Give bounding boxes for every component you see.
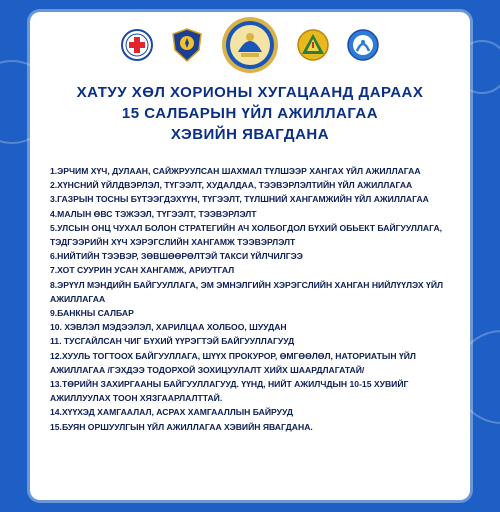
headline-line-1: ХАТУУ ХӨЛ ХОРИОНЫ ХУГАЦААНД ДАРААХ: [76, 84, 424, 101]
list-item: 4.МАЛЫН ӨВС ТЭЖЭЭЛ, ТҮГЭЭЛТ, ТЭЭВЭРЛЭЛТ: [50, 208, 257, 219]
list-item: 10. ХЭВЛЭЛ МЭДЭЭЛЭЛ, ХАРИЛЦАА ХОЛБОО, ШУУДАН: [50, 322, 287, 333]
list-item: 2.ХҮНСНИЙ ҮЙЛДВЭРЛЭЛ, ТҮГЭЭЛТ, ХУДАЛДАА, ТЭЭВЭРЛЭЛТИЙН ҮЙЛ АЖИЛЛАГАА: [50, 180, 413, 191]
list-item: 11. ТУСГАЙЛСАН ЧИГ БҮХИЙ ҮҮРЭГТЭЙ БАЙГУУЛЛАГУУД: [50, 336, 295, 347]
red-cross-emblem-icon: [121, 29, 153, 61]
health-emblem-icon: [347, 29, 379, 61]
police-emblem-icon: [171, 28, 203, 62]
announcement-card: [30, 12, 470, 500]
list-item: 14.ХҮҮХЭД ХАМГААЛАЛ, АСРАХ ХАМГААЛЛЫН БАЙРУУД: [50, 407, 293, 418]
list-item: 9.БАНКНЫ САЛБАР: [50, 308, 134, 319]
logo-row: [30, 12, 470, 78]
sector-list: [50, 164, 460, 434]
headline-line-2: 15 САЛБАРЫН ҮЙЛ АЖИЛЛАГАА: [121, 105, 379, 122]
list-item: 6.НИЙТИЙН ТЭЭВЭР, ЗӨВШӨӨРӨЛТЭЙ ТАКСИ ҮЙЛЧИЛГЭЭ: [50, 251, 303, 262]
list-item: 12.ХУУЛЬ ТОГТООХ БАЙГУУЛЛАГА, ШҮҮХ ПРОКУРОР, ӨМГӨӨЛӨЛ, НАТОРИАТЫН ҮЙЛ АЖИЛЛАГАА /ГЭХДЭЭ ТОДОРХОЙ ЗОХИЦУУЛАЛТ ХИЙХ ШААРДЛАГАТАЙ/: [50, 350, 416, 375]
hazard-agency-emblem-icon: [297, 29, 329, 61]
list-item: 7.ХОТ СУУРИН УСАН ХАНГАМЖ, АРИУТГАЛ: [50, 265, 235, 276]
list-item: 5.УЛСЫН ОНЦ ЧУХАЛ БОЛОН СТРАТЕГИЙН АЧ ХОЛБОГДОЛ БҮХИЙ ОБЬЕКТ БАЙГУУЛЛАГА, ТЭДГЭЭРИЙН ХҮЧ ХЭРЭГСЛИЙН ХАНГАМЖ ТЭЭВЭРЛЭЛТ: [50, 222, 443, 248]
list-item: 1.ЭРЧИМ ХҮЧ, ДУЛААН, САЙЖРУУЛСАН ШАХМАЛ ТҮЛШЭЭР ХАНГАХ ҮЙЛ АЖИЛЛАГАА: [50, 166, 421, 176]
list-item: 15.БУЯН ОРШУУЛГЫН ҮЙЛ АЖИЛЛАГАА ХЭВИЙН ЯВАГДАНА.: [50, 421, 313, 432]
headline: [30, 82, 470, 145]
state-emblem-icon: [221, 16, 279, 74]
list-item: 8.ЭРҮҮЛ МЭНДИЙН БАЙГУУЛЛАГА, ЭМ ЭМНЭЛГИЙН ХЭРЭГСЛИЙН ХАНГАН НИЙЛҮҮЛЭХ ҮЙЛ АЖИЛЛАГАА: [50, 279, 444, 304]
headline-line-3: ХЭВИЙН ЯВАГДАНА: [170, 126, 330, 143]
list-item: 3.ГАЗРЫН ТОСНЫ БҮТЭЭГДЭХҮҮН, ТҮГЭЭЛТ, ТҮЛШНИЙ ХАНГАМЖИЙН ҮЙЛ АЖИЛЛАГАА: [50, 194, 429, 205]
list-item: 13.ТӨРИЙН ЗАХИРГААНЫ БАЙГУУЛЛАГУУД. ҮҮНД, НИЙТ АЖИЛЧДЫН 10-15 ХУВИЙГ АЖИЛЛУУЛАХ ТООН ХЯЗГААРЛАЛТТАЙ.: [50, 379, 409, 404]
